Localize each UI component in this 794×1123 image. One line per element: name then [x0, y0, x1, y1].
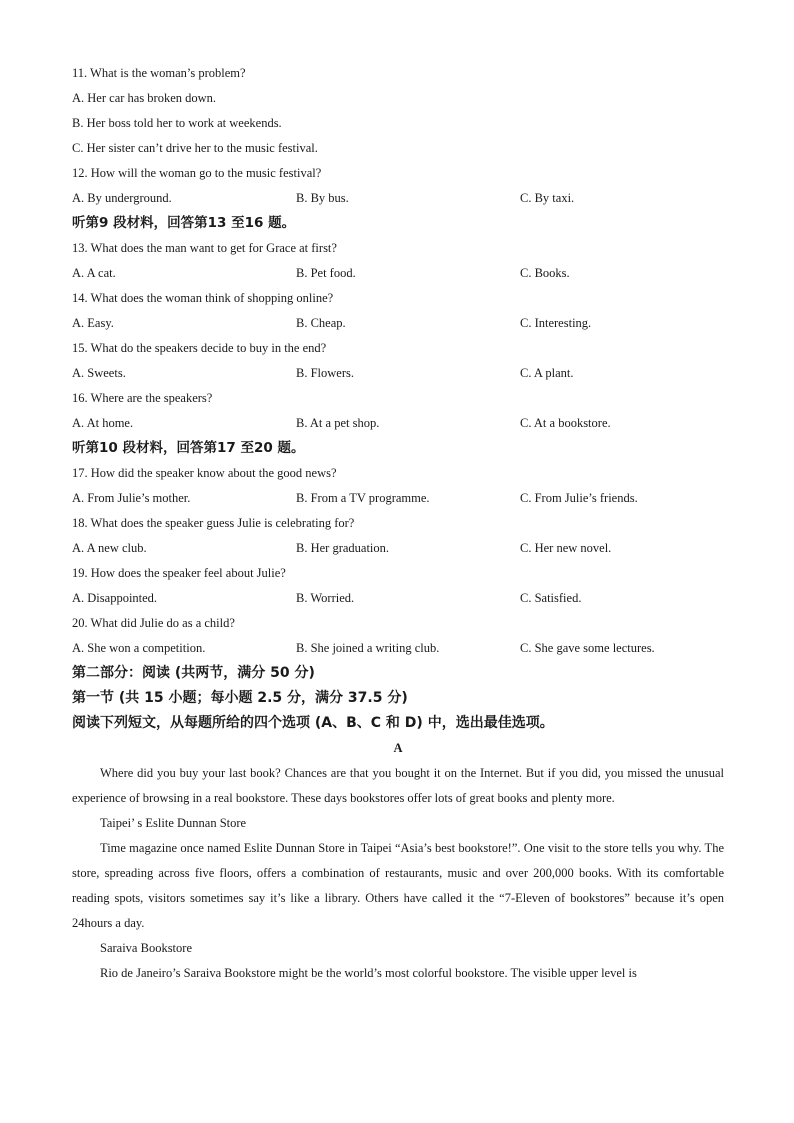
passage-label: A: [393, 741, 403, 755]
question-18: 18. What does the speaker guess Julie is celebrating for?: [72, 516, 355, 530]
options-12: [72, 186, 724, 211]
reading-instructions: 阅读下列短文，从每题所给的四个选项 (A、B、C 和 D) 中，选出最佳选项。: [72, 715, 554, 731]
option-13-b: B. Pet food.: [296, 266, 356, 280]
option-17-b: B. From a TV programme.: [296, 491, 430, 505]
option-15-b: B. Flowers.: [296, 366, 354, 380]
passage-paragraph-2: Time magazine once named Eslite Dunnan Store in Taipei “Asia’s best bookstore!”. One visit to the store tells you why. The store, spreading across five floors, offers a combination of restaurants, music and over 200,000 books. With its comfortable reading spots, visitors sometimes say it’s like a library. Others have called it the “7-Eleven of bookstores” because it’s open 24hours a day.: [72, 841, 724, 930]
option-19-c: C. Satisfied.: [520, 591, 582, 605]
option-11-b: B. Her boss told her to work at weekends.: [72, 116, 282, 130]
option-13-a: A. A cat.: [72, 266, 116, 280]
question-16: 16. Where are the speakers?: [72, 391, 213, 405]
option-17-c: C. From Julie’s friends.: [520, 491, 638, 505]
options-13: [72, 261, 724, 286]
passage-paragraph-1: Where did you buy your last book? Chances are that you bought it on the Internet. But if you did, you missed the unusual experience of browsing in a real bookstore. These days bookstores offer lots of great books and plenty more.: [72, 766, 724, 805]
question-14: 14. What does the woman think of shopping online?: [72, 291, 334, 305]
question-13: 13. What does the man want to get for Grace at first?: [72, 241, 337, 255]
option-20-a: A. She won a competition.: [72, 641, 206, 655]
option-14-a: A. Easy.: [72, 316, 114, 330]
option-18-a: A. A new club.: [72, 541, 147, 555]
options-19: [72, 586, 724, 611]
question-12: 12. How will the woman go to the music festival?: [72, 166, 322, 180]
option-20-b: B. She joined a writing club.: [296, 641, 440, 655]
question-11: 11. What is the woman’s problem?: [72, 66, 246, 80]
option-13-c: C. Books.: [520, 266, 570, 280]
options-17: [72, 486, 724, 511]
option-17-a: A. From Julie’s mother.: [72, 491, 191, 505]
option-19-b: B. Worried.: [296, 591, 355, 605]
question-20: 20. What did Julie do as a child?: [72, 616, 235, 630]
section-1-heading: 第一节 (共 15 小题；每小题 2.5 分，满分 37.5 分): [72, 690, 408, 706]
option-11-c: C. Her sister can’t drive her to the music festival.: [72, 141, 318, 155]
store-title-saraiva: Saraiva Bookstore: [100, 941, 192, 955]
options-18: [72, 536, 724, 561]
part-2-heading: 第二部分：阅读 (共两节，满分 50 分): [72, 665, 315, 681]
passage-paragraph-3: Rio de Janeiro’s Saraiva Bookstore might be the world’s most colorful bookstore. The visible upper level is: [100, 966, 637, 980]
option-11-a: A. Her car has broken down.: [72, 91, 217, 105]
options-20: [72, 636, 724, 661]
option-15-a: A. Sweets.: [72, 366, 126, 380]
question-15: 15. What do the speakers decide to buy in the end?: [72, 341, 327, 355]
option-18-b: B. Her graduation.: [296, 541, 390, 555]
option-16-b: B. At a pet shop.: [296, 416, 380, 430]
question-17: 17. How did the speaker know about the good news?: [72, 466, 337, 480]
option-14-c: C. Interesting.: [520, 316, 592, 330]
option-14-b: B. Cheap.: [296, 316, 346, 330]
options-14: [72, 311, 724, 336]
option-12-b: B. By bus.: [296, 191, 349, 205]
options-15: [72, 361, 724, 386]
option-16-c: C. At a bookstore.: [520, 416, 611, 430]
option-12-c: C. By taxi.: [520, 191, 575, 205]
question-19: 19. How does the speaker feel about Julie?: [72, 566, 286, 580]
option-12-a: A. By underground.: [72, 191, 172, 205]
option-20-c: C. She gave some lectures.: [520, 641, 655, 655]
section-10-heading: 听第10 段材料，回答第17 至20 题。: [72, 440, 305, 456]
store-title-eslite: Taipei’ s Eslite Dunnan Store: [100, 816, 247, 830]
option-15-c: C. A plant.: [520, 366, 574, 380]
option-18-c: C. Her new novel.: [520, 541, 612, 555]
option-19-a: A. Disappointed.: [72, 591, 158, 605]
options-16: [72, 411, 724, 436]
section-9-heading: 听第9 段材料，回答第13 至16 题。: [72, 215, 296, 231]
option-16-a: A. At home.: [72, 416, 134, 430]
exam-page: [72, 61, 724, 986]
